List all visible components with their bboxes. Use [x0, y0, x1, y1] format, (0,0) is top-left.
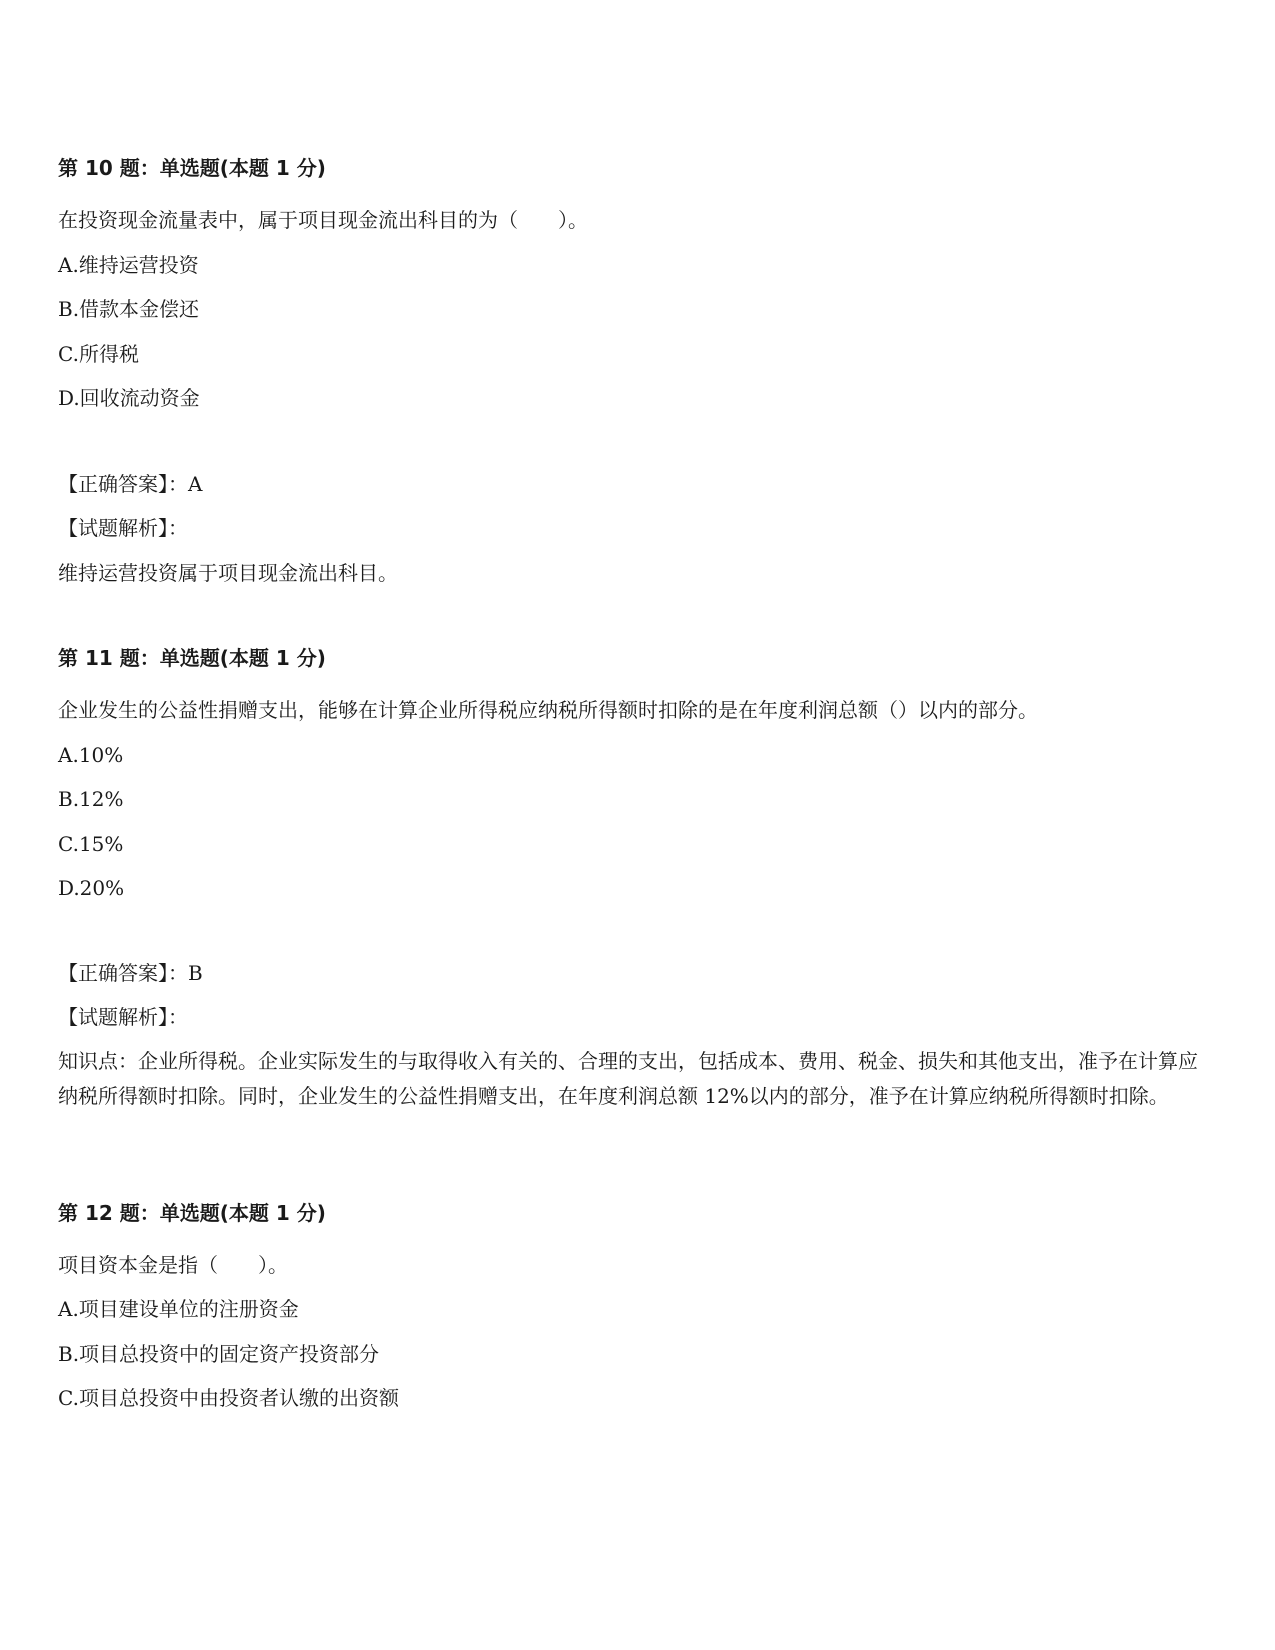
correct-answer: 【正确答案】：A — [58, 472, 203, 496]
option-c: C.所得税 — [58, 342, 139, 366]
option-a: A.10% — [58, 743, 124, 767]
option-b: B.项目总投资中的固定资产投资部分 — [58, 1342, 380, 1366]
question-title: 第 10 题：单选题(本题 1 分) — [58, 156, 326, 180]
option-d: D.20% — [58, 876, 125, 900]
question-stem: 在投资现金流量表中，属于项目现金流出科目的为（ ）。 — [58, 208, 588, 232]
analysis-text: 知识点：企业所得税。企业实际发生的与取得收入有关的、合理的支出，包括成本、费用、税金、损失和其他支出，准予在计算应纳税所得额时扣除。同时，企业发生的公益性捐赠支出，在年度利润总额 12%以内的部分，准予在计算应纳税所得额时扣除。 — [58, 1049, 1198, 1108]
option-b: B.借款本金偿还 — [58, 297, 200, 321]
question-title: 第 12 题：单选题(本题 1 分) — [58, 1201, 326, 1225]
analysis-label: 【试题解析】： — [58, 1005, 188, 1029]
question-title: 第 11 题：单选题(本题 1 分) — [58, 646, 326, 670]
option-c: C.15% — [58, 832, 124, 856]
analysis-label: 【试题解析】： — [58, 516, 188, 540]
option-d: D.回收流动资金 — [58, 386, 200, 410]
question-stem: 企业发生的公益性捐赠支出，能够在计算企业所得税应纳税所得额时扣除的是在年度利润总额（）以内的部分。 — [58, 698, 1038, 722]
question-stem: 项目资本金是指（ ）。 — [58, 1253, 288, 1277]
option-c: C.项目总投资中由投资者认缴的出资额 — [58, 1386, 399, 1410]
analysis-text: 维持运营投资属于项目现金流出科目。 — [58, 561, 398, 585]
option-a: A.维持运营投资 — [58, 253, 199, 277]
option-a: A.项目建设单位的注册资金 — [58, 1297, 299, 1321]
option-b: B.12% — [58, 787, 124, 811]
correct-answer: 【正确答案】：B — [58, 961, 203, 985]
